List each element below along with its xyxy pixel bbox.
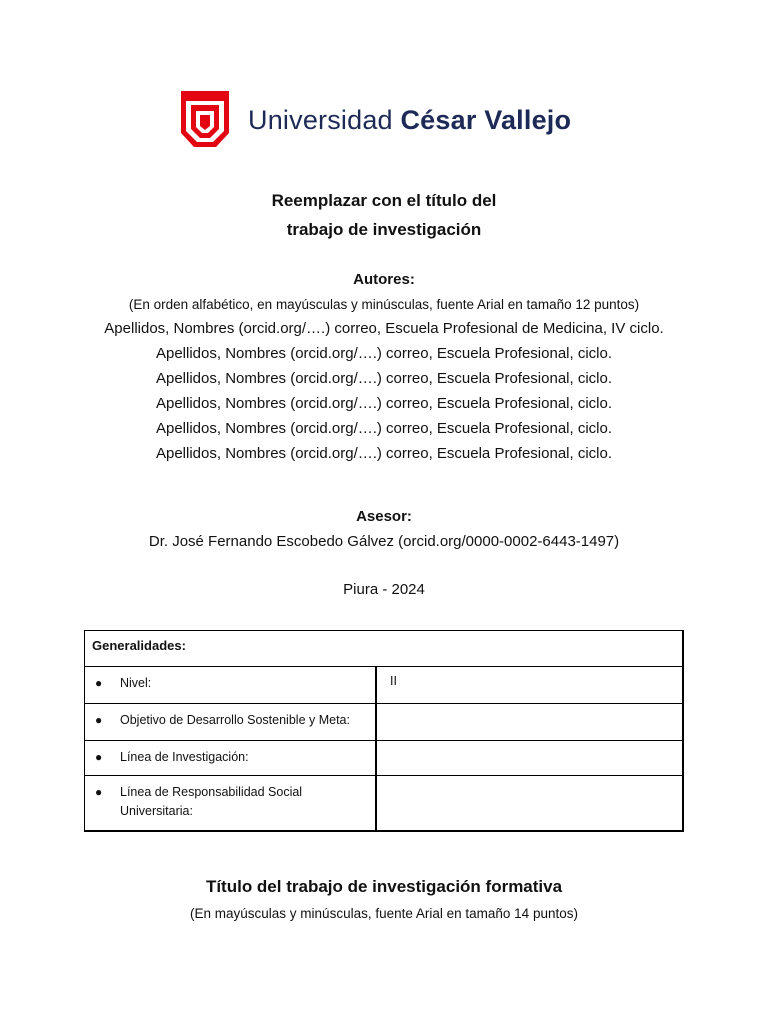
bullet-icon: ● (95, 676, 103, 690)
row-label-cell (85, 704, 377, 740)
advisor-heading: Asesor: (356, 508, 412, 525)
university-name-bold: César Vallejo (400, 104, 572, 135)
document-title-line-1: Reemplazar con el título del (271, 191, 497, 210)
bullet-icon: ● (95, 785, 103, 799)
author-line: Apellidos, Nombres (orcid.org/….) correo, Escuela Profesional, ciclo. (155, 420, 612, 437)
author-line: Apellidos, Nombres (orcid.org/….) correo, Escuela Profesional, ciclo. (155, 395, 612, 412)
row-label: Nivel: (120, 676, 152, 690)
table-row (85, 776, 682, 831)
bullet-icon: ● (95, 713, 103, 727)
university-name (248, 105, 571, 136)
formative-research-instructions: (En mayúsculas y minúsculas, fuente Arial en tamaño 14 puntos) (190, 906, 578, 921)
table-row (85, 741, 682, 776)
row-value: II (390, 674, 397, 688)
formative-research-title: Título del trabajo de investigación formativa (205, 877, 563, 896)
generalities-table (84, 630, 684, 832)
document-title-line-2: trabajo de investigación (286, 220, 482, 239)
generalities-heading: Generalidades: (85, 631, 682, 667)
author-line: Apellidos, Nombres (orcid.org/….) correo, Escuela Profesional, ciclo. (155, 345, 612, 362)
authors-list (0, 316, 768, 466)
author-line: Apellidos, Nombres (orcid.org/….) correo, Escuela Profesional, ciclo. (155, 445, 612, 462)
authors-heading: Autores: (353, 271, 415, 288)
bullet-icon: ● (95, 750, 103, 764)
row-label-cell (85, 741, 377, 775)
document-title (0, 186, 768, 244)
authors-instructions: (En orden alfabético, en mayúsculas y minúsculas, fuente Arial en tamaño 12 puntos) (128, 297, 640, 312)
table-row (85, 704, 682, 741)
row-value (377, 776, 682, 831)
author-line: Apellidos, Nombres (orcid.org/….) correo, Escuela Profesional de Medicina, IV ciclo. (104, 320, 664, 337)
advisor-name: Dr. José Fernando Escobedo Gálvez (orcid.org/0000-0002-6443-1497) (148, 533, 620, 550)
author-line: Apellidos, Nombres (orcid.org/….) correo, Escuela Profesional, ciclo. (155, 370, 612, 387)
place-year: Piura - 2024 (343, 581, 425, 598)
row-label: Línea de Responsabilidad Social Universitaria: (120, 785, 303, 818)
row-value (377, 741, 682, 775)
university-name-regular: Universidad (248, 104, 401, 135)
row-label-cell (85, 667, 377, 703)
university-shield-icon (180, 91, 230, 149)
row-label: Objetivo de Desarrollo Sostenible y Meta: (120, 713, 350, 727)
row-label: Línea de Investigación: (120, 750, 249, 764)
row-value (377, 704, 682, 740)
university-logo (180, 90, 571, 150)
table-row (85, 667, 682, 704)
row-label-cell (85, 776, 377, 831)
